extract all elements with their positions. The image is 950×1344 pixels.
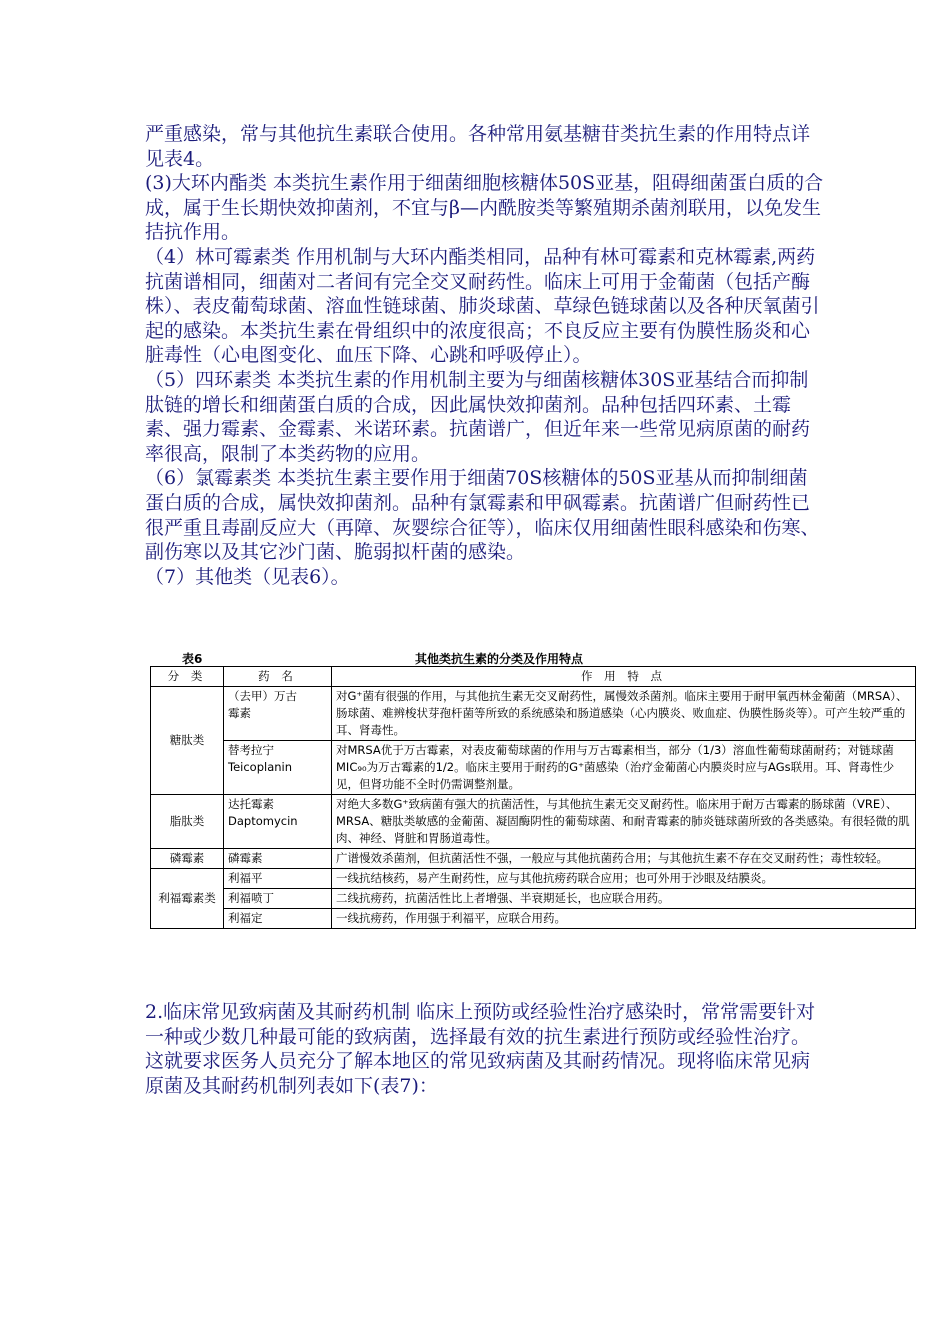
feature-cell: 一线抗痨药，作用强于利福平，应联合用药。	[332, 909, 916, 929]
drug-cell: 磷霉素	[224, 849, 332, 869]
body-text-top: 严重感染，常与其他抗生素联合使用。各种常用氨基糖苷类抗生素的作用特点详见表4。 (3)大环内酯类 本类抗生素作用于细菌细胞核糖体50S亚基，阻碍细菌蛋白质的合成，属于生长期快效抑菌剂，不宜与β—内酰胺类等繁殖期杀菌剂联用，以免发生拮抗作用。 （4）林可霉素类 作用机制与大环内酯类相同，品种有林可霉素和克林霉素,两药抗菌谱相同，细菌对二者间有完全交叉耐药性。临床上可用于金葡菌（包括产酶株）、表皮葡萄球菌、溶血性链球菌、肺炎球菌、草绿色链球菌以及各种厌氧菌引起的感染。本类抗生素在骨组织中的浓度很高；不良反应主要有伪膜性肠炎和心脏毒性（心电图变化、血压下降、心跳和呼吸停止）。 （5）四环素类 本类抗生素的作用机制主要为与细菌核糖体30S亚基结合而抑制肽链的增长和细菌蛋白质的合成，因此属快效抑菌剂。品种包括四环素、土霉素、强力霉素、金霉素、米诺环素。抗菌谱广，但近年来一些常见病原菌的耐药率很高，限制了本类药物的应用。 （6）氯霉素类 本类抗生素主要作用于细菌70S核糖体的50S亚基从而抑制细菌蛋白质的合成，属快效抑菌剂。品种有氯霉素和甲砜霉素。抗菌谱广但耐药性已很严重且毒副反应大（再障、灰婴综合征等），临床仅用细菌性眼科感染和伤寒、副伤寒以及其它沙门菌、脆弱拟杆菌的感染。 （7）其他类（见表6）。	[145, 123, 824, 588]
category-cell: 利福霉素类	[151, 869, 224, 929]
drug-cell: 达托霉素 Daptomycin	[224, 795, 332, 849]
table-row	[151, 687, 916, 741]
table-row	[151, 849, 916, 869]
drug-cell: 替考拉宁 Teicoplanin	[224, 741, 332, 795]
header-category: 分 类	[151, 667, 224, 687]
category-cell: 糖肽类	[151, 687, 224, 795]
table-row	[151, 741, 916, 795]
table-header-row	[151, 667, 916, 687]
table-title: 其他类抗生素的分类及作用特点	[415, 652, 584, 666]
feature-cell: 对G⁺菌有很强的作用，与其他抗生素无交叉耐药性，属慢效杀菌剂。临床主要用于耐甲氧西林金葡菌（MRSA）、肠球菌、难辨梭状芽孢杆菌等所致的系统感染和肠道感染（心内膜炎、败血症、伪膜性肠炎等）。可产生较严重的耳、肾毒性。	[332, 687, 916, 741]
feature-cell: 一线抗结核药，易产生耐药性，应与其他抗痨药联合应用；也可外用于沙眼及结膜炎。	[332, 869, 916, 889]
drug-cell: （去甲）万古 霉素	[224, 687, 332, 741]
body-text-bottom: 2.临床常见致病菌及其耐药机制 临床上预防或经验性治疗感染时，常常需要针对一种或少数几种最可能的致病菌，选择最有效的抗生素进行预防或经验性治疗。这就要求医务人员充分了解本地区的常见致病菌及其耐药情况。现将临床常见病原菌及其耐药机制列表如下(表7)：	[145, 1001, 816, 1097]
table-row	[151, 869, 916, 889]
feature-cell: 广谱慢效杀菌剂，但抗菌活性不强，一般应与其他抗菌药合用；与其他抗生素不存在交叉耐药性；毒性较轻。	[332, 849, 916, 869]
header-feature: 作 用 特 点	[332, 667, 916, 687]
table-row	[151, 889, 916, 909]
category-cell: 脂肽类	[151, 795, 224, 849]
drug-cell: 利福喷丁	[224, 889, 332, 909]
feature-cell: 对绝大多数G⁺致病菌有强大的抗菌活性，与其他抗生素无交叉耐药性。临床用于耐万古霉素的肠球菌（VRE）、MRSA、糖肽类敏感的金葡菌、凝固酶阴性的葡萄球菌、和耐青霉素的肺炎链球菌所致的各类感染。有很轻微的肌肉、神经、肾脏和胃肠道毒性。	[332, 795, 916, 849]
header-drug: 药 名	[224, 667, 332, 687]
table-caption	[150, 648, 915, 666]
table-row	[151, 909, 916, 929]
feature-cell: 对MRSA优于万古霉素，对表皮葡萄球菌的作用与万古霉素相当，部分（1/3）溶血性葡萄球菌耐药；对链球菌MIC₉₀为万古霉素的1/2。临床主要用于耐药的G⁺菌感染（治疗金葡菌心内膜炎时应与AGs联用。耳、肾毒性少见，但肾功能不全时仍需调整剂量。	[332, 741, 916, 795]
antibiotic-table-block	[150, 648, 915, 929]
drug-cell: 利福定	[224, 909, 332, 929]
drug-cell: 利福平	[224, 869, 332, 889]
category-cell: 磷霉素	[151, 849, 224, 869]
table-row	[151, 795, 916, 849]
antibiotic-table	[150, 666, 916, 929]
feature-cell: 二线抗痨药，抗菌活性比上者增强、半衰期延长，也应联合用药。	[332, 889, 916, 909]
table-label: 表6	[182, 652, 203, 666]
